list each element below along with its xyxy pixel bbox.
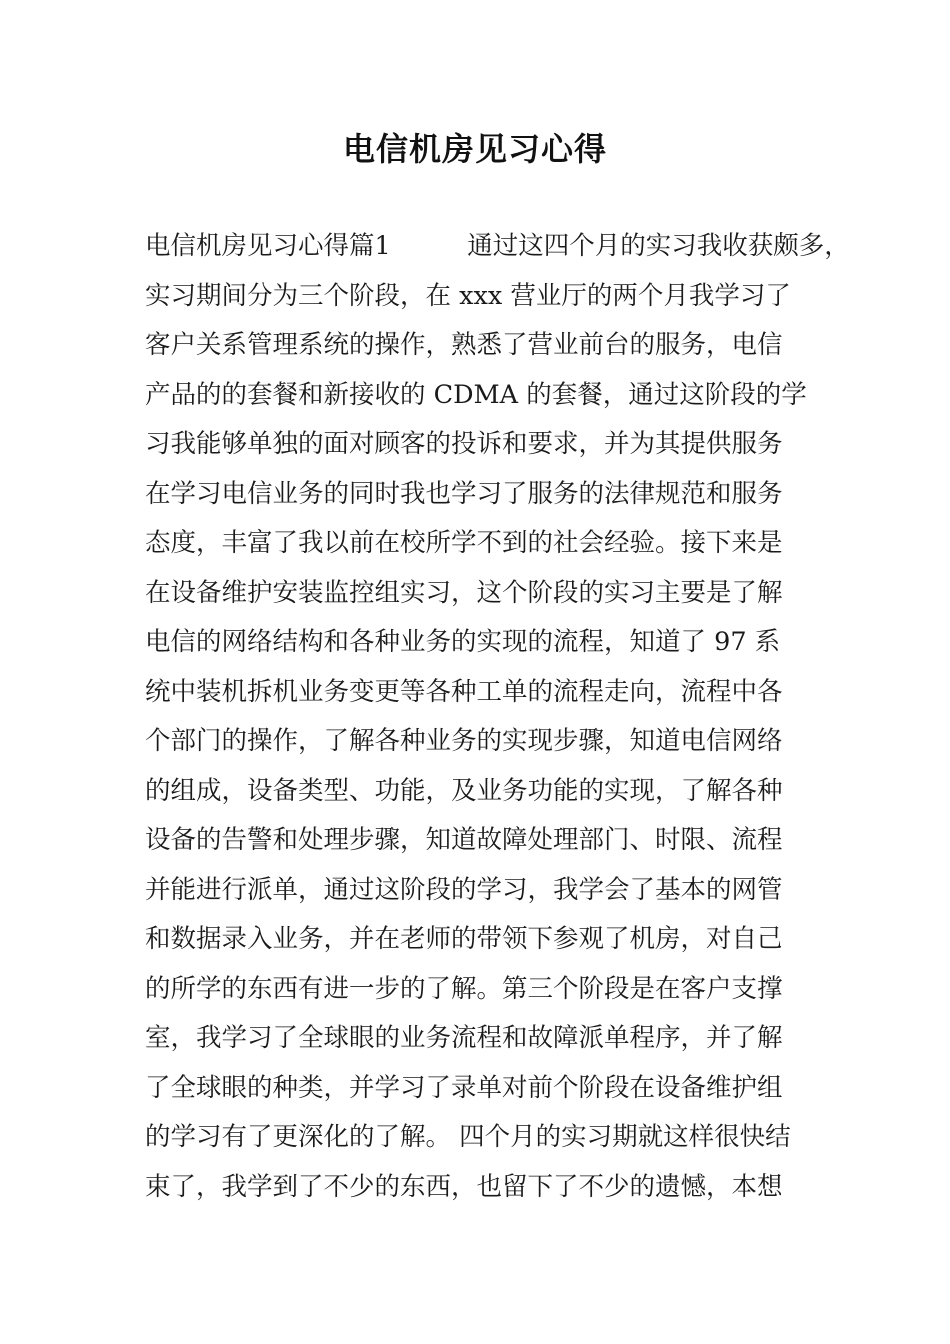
body-line: 的学习有了更深化的了解。 四个月的实习期就这样很快结 bbox=[145, 1122, 791, 1152]
body-line: 电信机房见习心得篇1 通过这四个月的实习我收获颇多， bbox=[145, 231, 850, 261]
body-line: 的所学的东西有进一步的了解。第三个阶段是在客户支撑 bbox=[145, 973, 783, 1004]
body-line: 在学习电信业务的同时我也学习了服务的法律规范和服务 bbox=[145, 478, 783, 509]
body-line: 客户关系管理系统的操作，熟悉了营业前台的服务，电信 bbox=[145, 330, 783, 360]
body-line: 室，我学习了全球眼的业务流程和故障派单程序，并了解 bbox=[145, 1023, 783, 1053]
body-line: 个部门的操作，了解各种业务的实现步骤，知道电信网络 bbox=[145, 726, 783, 756]
body-line: 并能进行派单，通过这阶段的学习，我学会了基本的网管 bbox=[145, 874, 783, 905]
body-line: 了全球眼的种类，并学习了录单对前个阶段在设备维护组 bbox=[145, 1072, 783, 1103]
body-line: 习我能够单独的面对顾客的投诉和要求，并为其提供服务 bbox=[145, 429, 783, 459]
body-line: 束了，我学到了不少的东西，也留下了不少的遗憾，本想 bbox=[145, 1171, 783, 1202]
body-line: 实习期间分为三个阶段，在 xxx 营业厅的两个月我学习了 bbox=[145, 280, 791, 311]
body-line: 态度，丰富了我以前在校所学不到的社会经验。接下来是 bbox=[145, 528, 783, 558]
body-line: 产品的的套餐和新接收的 CDMA 的套餐，通过这阶段的学 bbox=[145, 379, 807, 410]
document-body bbox=[145, 222, 850, 1212]
body-line: 电信的网络结构和各种业务的实现的流程，知道了 97 系 bbox=[145, 627, 781, 657]
body-line: 和数据录入业务，并在老师的带领下参观了机房，对自己 bbox=[145, 924, 783, 954]
document-title: 电信机房见习心得 bbox=[342, 130, 607, 168]
body-line: 设备的告警和处理步骤，知道故障处理部门、时限、流程 bbox=[145, 825, 783, 855]
body-line: 的组成，设备类型、功能，及业务功能的实现，了解各种 bbox=[145, 775, 783, 806]
body-line: 统中装机拆机业务变更等各种工单的流程走向，流程中各 bbox=[145, 676, 783, 707]
body-line: 在设备维护安装监控组实习，这个阶段的实习主要是了解 bbox=[145, 577, 783, 608]
